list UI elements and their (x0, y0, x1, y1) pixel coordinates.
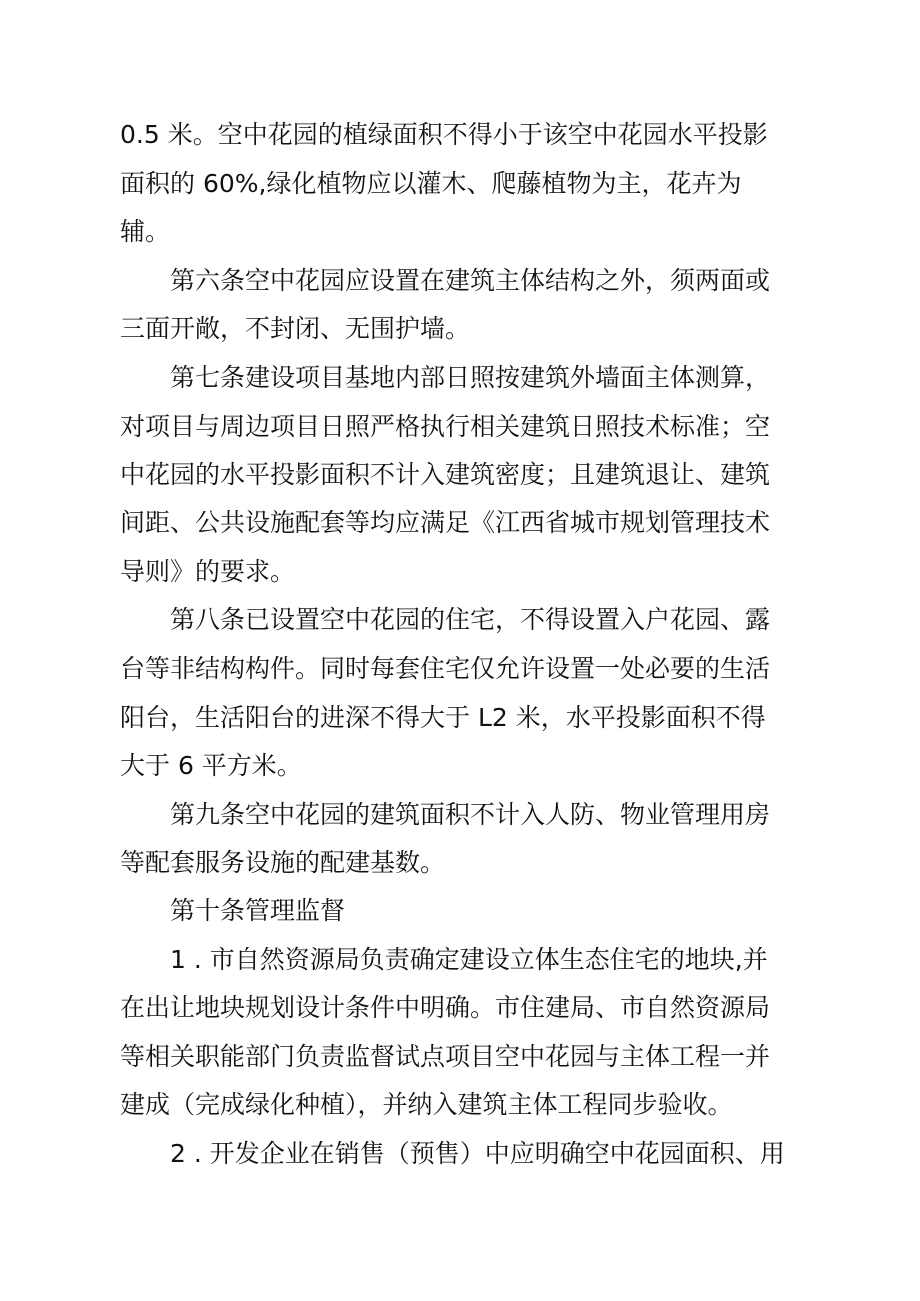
text-line (0, 451, 920, 499)
line-text: 台等非结构构件。同时每套住宅仅允许设置一处必要的生活 (120, 654, 771, 683)
line-text: 建成（完成绿化种植），并纳入建筑主体工程同步验收。 (120, 1090, 733, 1119)
text-line (0, 354, 920, 402)
text-line (0, 791, 920, 839)
line-text: 辅。 (120, 217, 171, 246)
line-text: 等相关职能部门负责监督试点项目空中花园与主体工程一并 (120, 1042, 771, 1071)
text-line (0, 742, 920, 790)
line-text: 第八条已设置空中花园的住宅，不得设置入户花园、露 (170, 605, 771, 634)
text-line (0, 208, 920, 256)
text-line (0, 1081, 920, 1129)
text-line (0, 936, 920, 984)
text-line (0, 839, 920, 887)
line-text: 大于 6 平方米。 (120, 751, 302, 780)
line-text: 间距、公共设施配套等均应满足《江西省城市规划管理技术 (120, 508, 771, 537)
text-line (0, 1130, 920, 1178)
line-text: 第七条建设项目基地内部日照按建筑外墙面主体测算， (170, 363, 771, 392)
line-text: 1 . 市自然资源局负责确定建设立体生态住宅的地块,并 (170, 945, 768, 974)
line-text: 2 . 开发企业在销售（预售）中应明确空中花园面积、用 (170, 1139, 785, 1168)
line-text: 0.5 米。空中花园的植绿面积不得小于该空中花园水平投影 (120, 120, 768, 149)
text-line (0, 548, 920, 596)
text-line (0, 645, 920, 693)
line-text: 中花园的水平投影面积不计入建筑密度；且建筑退让、建筑 (120, 460, 771, 489)
text-line (0, 257, 920, 305)
text-line (0, 694, 920, 742)
line-text: 三面开敞，不封闭、无围护墙。 (120, 314, 471, 343)
text-line (0, 160, 920, 208)
text-line (0, 305, 920, 353)
line-text: 第六条空中花园应设置在建筑主体结构之外，须两面或 (170, 266, 771, 295)
line-text: 阳台，生活阳台的进深不得大于 L2 米，水平投影面积不得 (120, 703, 766, 732)
text-line (0, 111, 920, 159)
text-line (0, 887, 920, 935)
line-text: 导则》的要求。 (120, 557, 296, 586)
text-line (0, 499, 920, 547)
line-text: 等配套服务设施的配建基数。 (120, 848, 446, 877)
line-text: 在出让地块规划设计条件中明确。市住建局、市自然资源局 (120, 993, 771, 1022)
line-text: 对项目与周边项目日照严格执行相关建筑日照技术标准；空 (120, 412, 771, 441)
line-text: 第九条空中花园的建筑面积不计入人防、物业管理用房 (170, 800, 771, 829)
text-line (0, 403, 920, 451)
text-line (0, 1033, 920, 1081)
text-line (0, 596, 920, 644)
line-text: 第十条管理监督 (170, 896, 346, 925)
text-line (0, 984, 920, 1032)
line-text: 面积的 60%,绿化植物应以灌木、爬藤植物为主，花卉为 (120, 169, 742, 198)
